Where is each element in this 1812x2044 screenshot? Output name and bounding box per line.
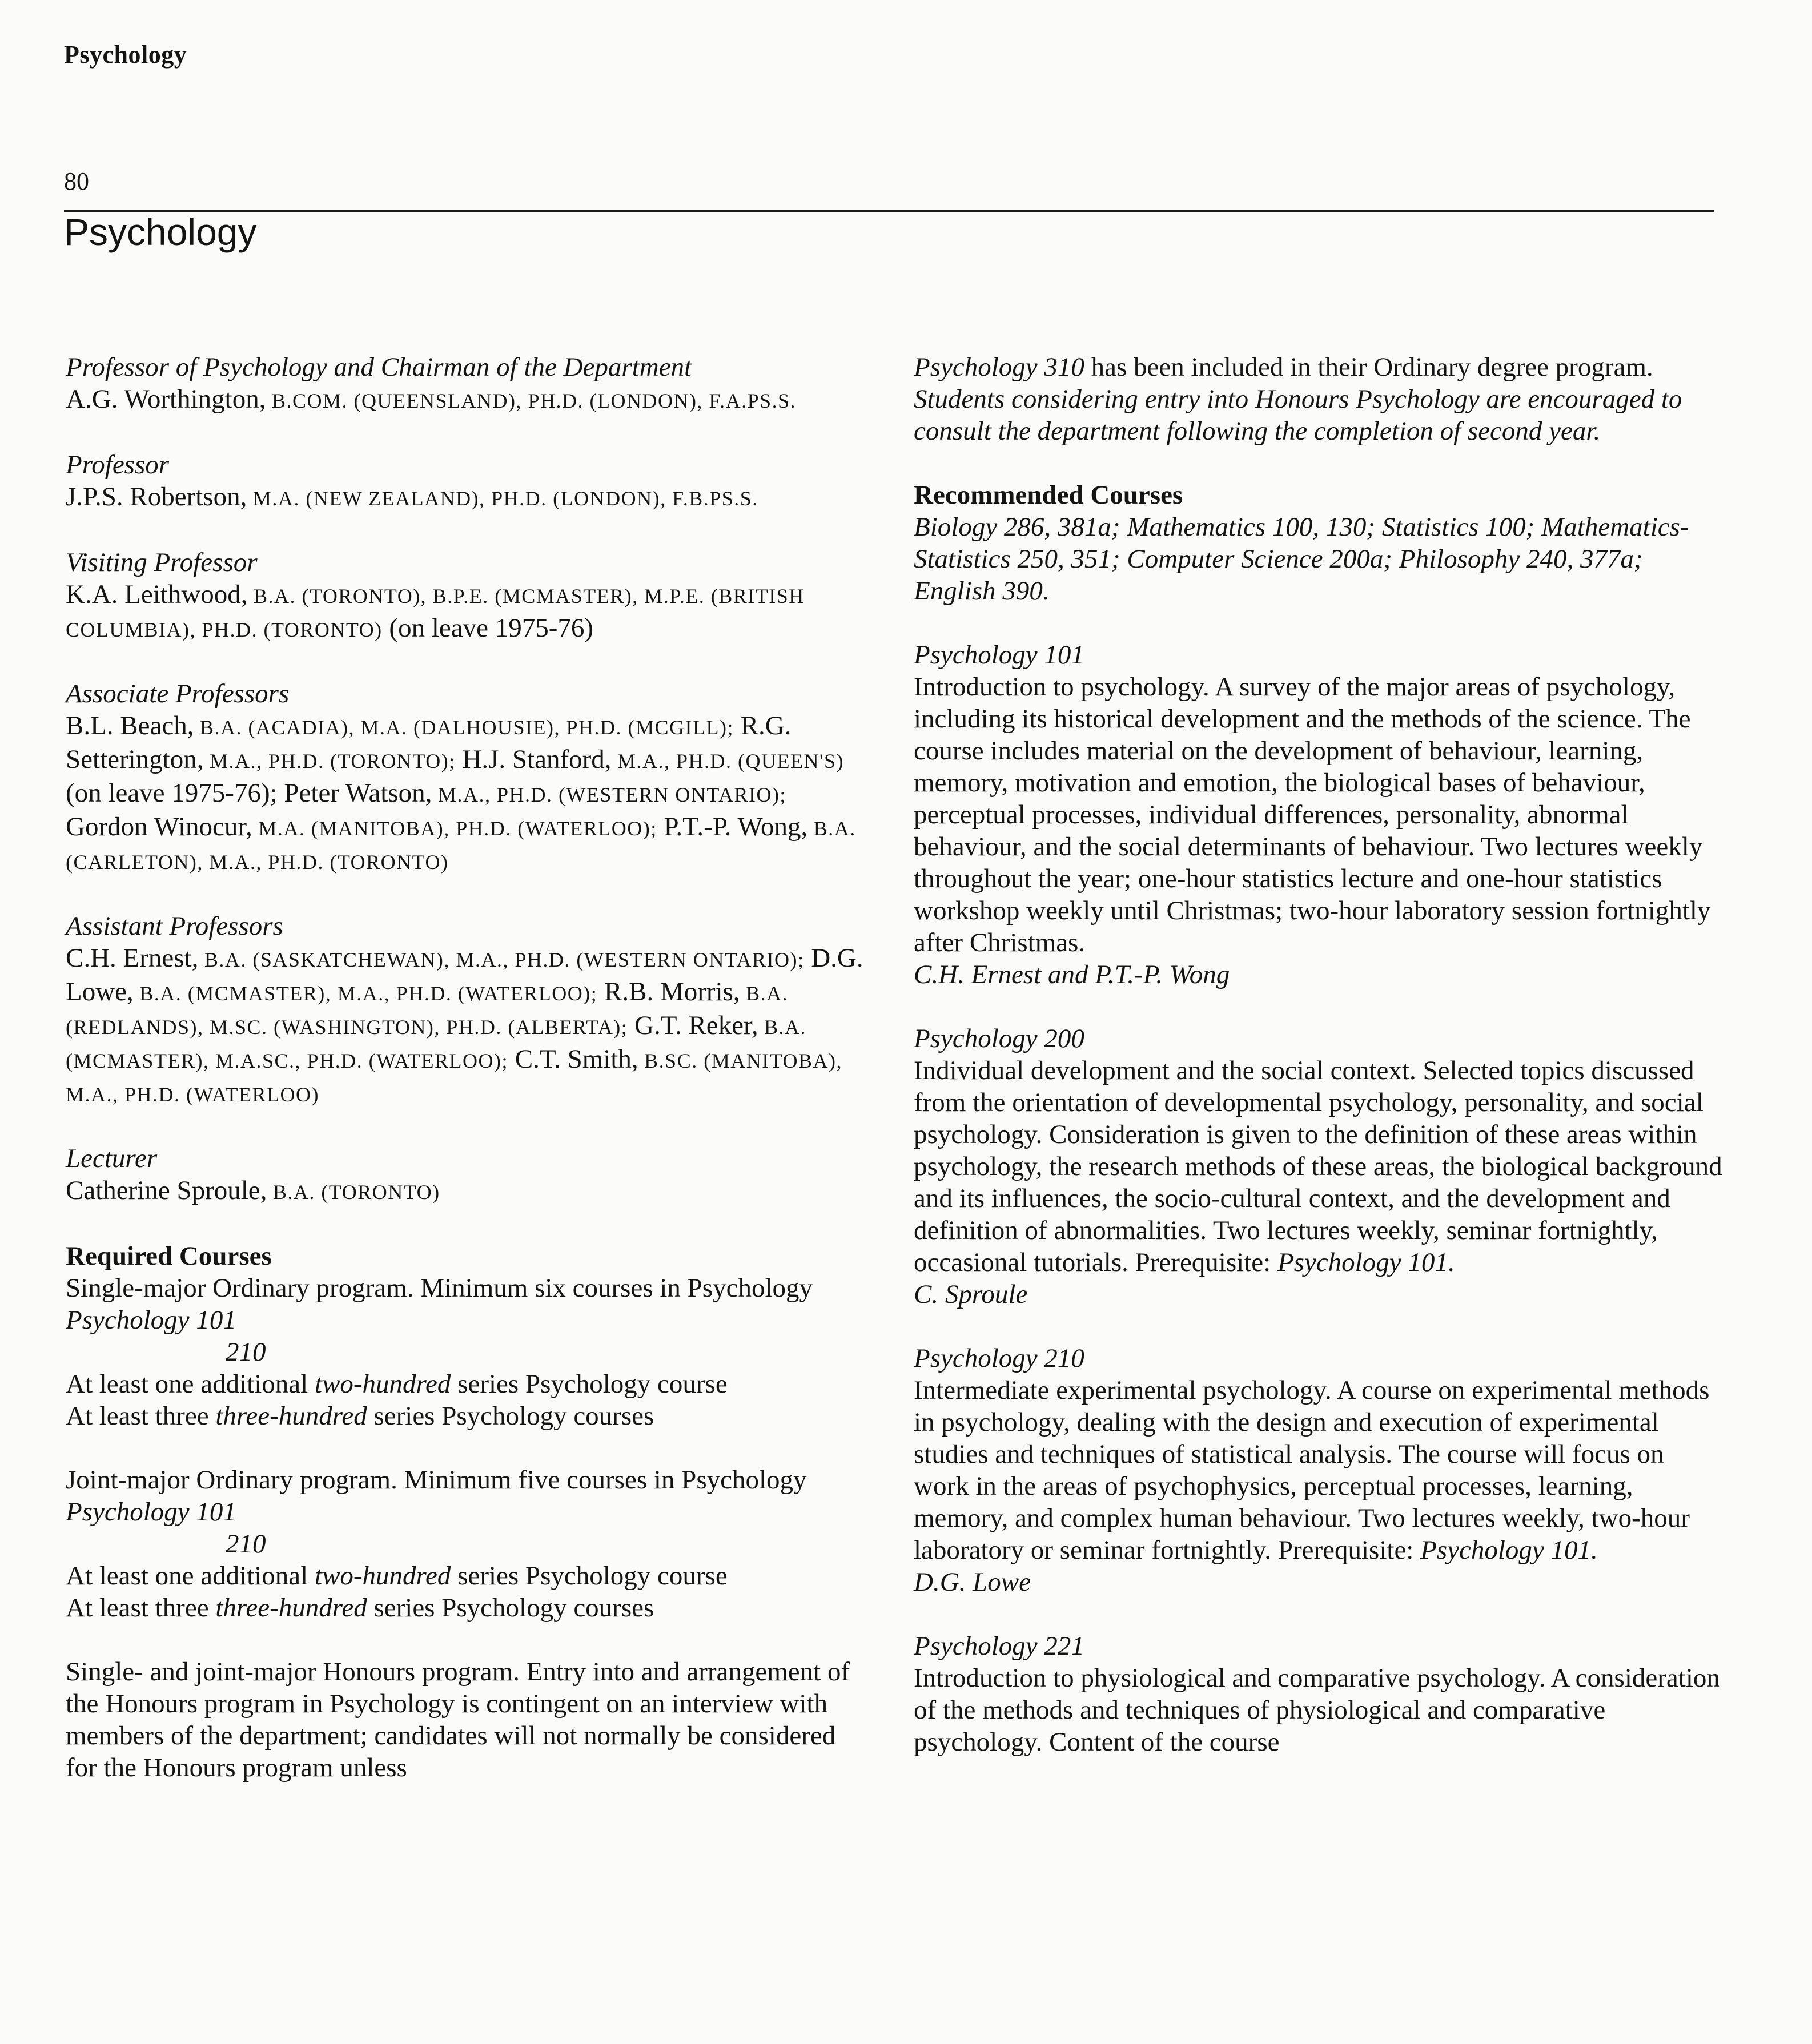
course-instructor: C.H. Ernest and P.T.-P. Wong bbox=[914, 960, 1230, 989]
faculty-name: R.B. Morris, bbox=[597, 977, 740, 1007]
requirement-series: three-hundred bbox=[215, 1401, 367, 1431]
faculty-role: Lecturer bbox=[66, 1144, 158, 1173]
faculty-credentials: B.SC. (MANITOBA), M.A., PH.D. (WATERLOO) bbox=[66, 1049, 843, 1106]
faculty-role: Professor bbox=[66, 450, 170, 480]
faculty-credentials: M.A. (NEW ZEALAND), PH.D. (LONDON), F.B.PS.S. bbox=[247, 487, 758, 510]
faculty-role: Visiting Professor bbox=[66, 548, 258, 577]
faculty-credentials: B.A. (CARLETON), M.A., PH.D. (TORONTO) bbox=[66, 817, 856, 874]
requirement-text: At least one additional bbox=[66, 1369, 315, 1399]
faculty-professor bbox=[66, 449, 865, 514]
recommended-courses-heading: Recommended Courses bbox=[914, 480, 1183, 510]
faculty-name: Catherine Sproule, bbox=[66, 1176, 267, 1205]
faculty-credentials: M.A., PH.D. (TORONTO); bbox=[203, 750, 456, 772]
faculty-role: Assistant Professors bbox=[66, 911, 283, 941]
program-intro: Joint-major Ordinary program. Minimum five courses in Psychology bbox=[66, 1465, 807, 1495]
honours-text: Single- and joint-major Honours program. Entry into and arrangement of the Honours program in Psychology is contingent on an interview with members of the department; candidates will not normally be considered for the Honours program unless bbox=[66, 1657, 850, 1783]
program-requirement bbox=[66, 1400, 865, 1432]
faculty-credentials: M.A., PH.D. (WESTERN ONTARIO); bbox=[432, 783, 787, 806]
faculty-entry bbox=[66, 942, 865, 1110]
recommended-courses-section bbox=[914, 479, 1725, 607]
faculty-credentials: B.A. (TORONTO) bbox=[267, 1181, 440, 1204]
faculty-name: Gordon Winocur, bbox=[66, 812, 252, 842]
faculty-name: D.G. Lowe, bbox=[66, 943, 863, 1007]
faculty-name: H.J. Stanford, bbox=[455, 745, 612, 774]
course-title: Psychology 210 bbox=[914, 1343, 1084, 1373]
requirement-text: At least three bbox=[66, 1401, 216, 1431]
program-course: Psychology 101 bbox=[66, 1305, 236, 1335]
page-number: 80 bbox=[64, 167, 89, 195]
faculty-name: R.G. Setterington, bbox=[66, 711, 792, 774]
course-description-block bbox=[914, 1055, 1725, 1278]
right-column bbox=[914, 351, 1725, 1790]
faculty-name: P.T.-P. Wong, bbox=[657, 812, 808, 842]
required-courses-heading: Required Courses bbox=[66, 1241, 272, 1271]
faculty-assistant-professors bbox=[66, 910, 865, 1110]
faculty-lecturer bbox=[66, 1142, 865, 1208]
faculty-name: B.L. Beach, bbox=[66, 711, 194, 741]
honours-program-part1 bbox=[66, 1656, 865, 1784]
course-entry bbox=[914, 1023, 1725, 1310]
program-requirement bbox=[66, 1560, 865, 1592]
requirement-text: At least one additional bbox=[66, 1561, 315, 1591]
honours-program-part2 bbox=[914, 351, 1725, 447]
course-title: Psychology 101 bbox=[914, 640, 1084, 670]
program-course: 210 bbox=[226, 1529, 266, 1559]
faculty-credentials: M.A. (MANITOBA), PH.D. (WATERLOO); bbox=[252, 817, 657, 840]
requirement-text: At least three bbox=[66, 1593, 216, 1623]
faculty-name: G.T. Reker, bbox=[628, 1011, 758, 1040]
faculty-entry bbox=[66, 383, 865, 417]
joint-major-program bbox=[66, 1464, 865, 1624]
recommended-courses-list: Biology 286, 381a; Mathematics 100, 130; Statistics 100; Mathematics-Statistics 250, 351; Computer Science 200a; Philosophy 240, 377a; English 390. bbox=[914, 512, 1689, 606]
single-major-program bbox=[66, 1272, 865, 1432]
faculty-credentials: B.A. (ACADIA), M.A. (DALHOUSIE), PH.D. (MCGILL); bbox=[194, 716, 734, 739]
course-entry bbox=[914, 639, 1725, 991]
requirement-text: series Psychology courses bbox=[367, 1593, 654, 1623]
faculty-credentials: B.A. (REDLANDS), M.SC. (WASHINGTON), PH.D. (ALBERTA); bbox=[66, 982, 789, 1039]
course-instructor: C. Sproule bbox=[914, 1279, 1028, 1309]
faculty-note: (on leave 1975-76) bbox=[382, 613, 594, 643]
requirement-text: series Psychology course bbox=[451, 1561, 728, 1591]
faculty-chair bbox=[66, 351, 865, 417]
faculty-credentials: B.COM. (QUEENSLAND), PH.D. (LONDON), F.A.PS.S. bbox=[266, 389, 797, 412]
course-prereq: Psychology 101. bbox=[1277, 1248, 1455, 1277]
course-prereq: Psychology 101. bbox=[1420, 1535, 1598, 1565]
section-title: Psychology bbox=[64, 211, 257, 253]
course-description: Intermediate experimental psychology. A course on experimental methods in psychology, dealing with the design and execution of experimental studies and techniques of statistical analysis. The course will focus on work in the areas of psychophysics, perceptual processes, learning, memory, and complex human behaviour. Two lectures weekly, two-hour laboratory or seminar fortnightly. bbox=[914, 1375, 1710, 1565]
course-description: Introduction to physiological and comparative psychology. A consideration of the methods and techniques of physiological and comparative psychology. Content of the course bbox=[914, 1663, 1720, 1757]
course-title: Psychology 200 bbox=[914, 1024, 1084, 1053]
course-instructor: D.G. Lowe bbox=[914, 1567, 1031, 1597]
faculty-entry bbox=[66, 481, 865, 514]
program-course: Psychology 101 bbox=[66, 1497, 236, 1527]
course-prereq-label: Prerequisite: bbox=[1128, 1248, 1277, 1277]
faculty-name: C.H. Ernest, bbox=[66, 943, 199, 973]
program-requirement bbox=[66, 1368, 865, 1400]
requirement-text: series Psychology courses bbox=[367, 1401, 654, 1431]
course-prereq-label: Prerequisite: bbox=[1271, 1535, 1421, 1565]
course-description: Individual development and the social context. Selected topics discussed from the orientation of developmental psychology, personality, and social psychology. Consideration is given to the definition of these areas within psychology, the research methods of these areas, the biological background and its influences, the socio-cultural context, and the development and definition of abnormalities. Two lectures weekly, seminar fortnightly, occasional tutorials. bbox=[914, 1056, 1722, 1277]
faculty-name: K.A. Leithwood, bbox=[66, 580, 248, 609]
faculty-name: A.G. Worthington, bbox=[66, 384, 266, 414]
course-description: Introduction to psychology. A survey of the major areas of psychology, including its historical development and the methods of the science. The course includes material on the development of behaviour, learning, memory, motivation and emotion, the biological bases of behaviour, perceptual processes, individual differences, personality, abnormal behaviour, and the social determinants of behaviour. Two lectures weekly throughout the year; one-hour statistics lecture and one-hour statistics workshop weekly until Christmas; two-hour laboratory session fortnightly after Christmas. bbox=[914, 672, 1711, 957]
running-head: Psychology bbox=[64, 41, 187, 69]
program-intro: Single-major Ordinary program. Minimum six courses in Psychology bbox=[66, 1273, 813, 1303]
requirement-text: series Psychology course bbox=[451, 1369, 728, 1399]
left-column bbox=[66, 351, 865, 1784]
course-entry bbox=[914, 1630, 1725, 1758]
course-title: Psychology 221 bbox=[914, 1631, 1084, 1661]
requirement-series: two-hundred bbox=[314, 1369, 451, 1399]
requirement-series: two-hundred bbox=[314, 1561, 451, 1591]
faculty-credentials: B.A. (MCMASTER), M.A.SC., PH.D. (WATERLOO); bbox=[66, 1016, 807, 1072]
faculty-credentials: B.A. (TORONTO), B.P.E. (MCMASTER), M.P.E. (BRITISH COLUMBIA), PH.D. (TORONTO) bbox=[66, 585, 805, 641]
faculty-note: (on leave 1975-76); bbox=[66, 778, 278, 808]
faculty-name: J.P.S. Robertson, bbox=[66, 482, 247, 512]
faculty-role: Professor of Psychology and Chairman of the Department bbox=[66, 352, 692, 382]
course-entry bbox=[914, 1342, 1725, 1598]
program-requirement bbox=[66, 1592, 865, 1624]
header-rule bbox=[64, 210, 1714, 212]
faculty-name: C.T. Smith, bbox=[508, 1044, 638, 1074]
honours-course-ref: Psychology 310 bbox=[914, 352, 1084, 382]
faculty-entry bbox=[66, 578, 865, 646]
faculty-credentials: M.A., PH.D. (QUEEN'S) bbox=[611, 750, 845, 772]
requirement-series: three-hundred bbox=[215, 1593, 367, 1623]
honours-text: has been included in their Ordinary degree program. bbox=[1084, 352, 1653, 382]
faculty-credentials: B.A. (MCMASTER), M.A., PH.D. (WATERLOO); bbox=[133, 982, 598, 1005]
faculty-entry bbox=[66, 710, 865, 878]
course-description-block bbox=[914, 1374, 1725, 1566]
faculty-role: Associate Professors bbox=[66, 679, 290, 709]
required-courses-section bbox=[66, 1240, 865, 1784]
faculty-visiting-professor bbox=[66, 546, 865, 646]
faculty-credentials: B.A. (SASKATCHEWAN), M.A., PH.D. (WESTERN ONTARIO); bbox=[198, 948, 805, 971]
faculty-associate-professors bbox=[66, 678, 865, 878]
faculty-name: Peter Watson, bbox=[277, 778, 432, 808]
honours-advice: Students considering entry into Honours Psychology are encouraged to consult the department following the completion of second year. bbox=[914, 384, 1682, 446]
program-course: 210 bbox=[226, 1337, 266, 1367]
faculty-entry bbox=[66, 1174, 865, 1208]
